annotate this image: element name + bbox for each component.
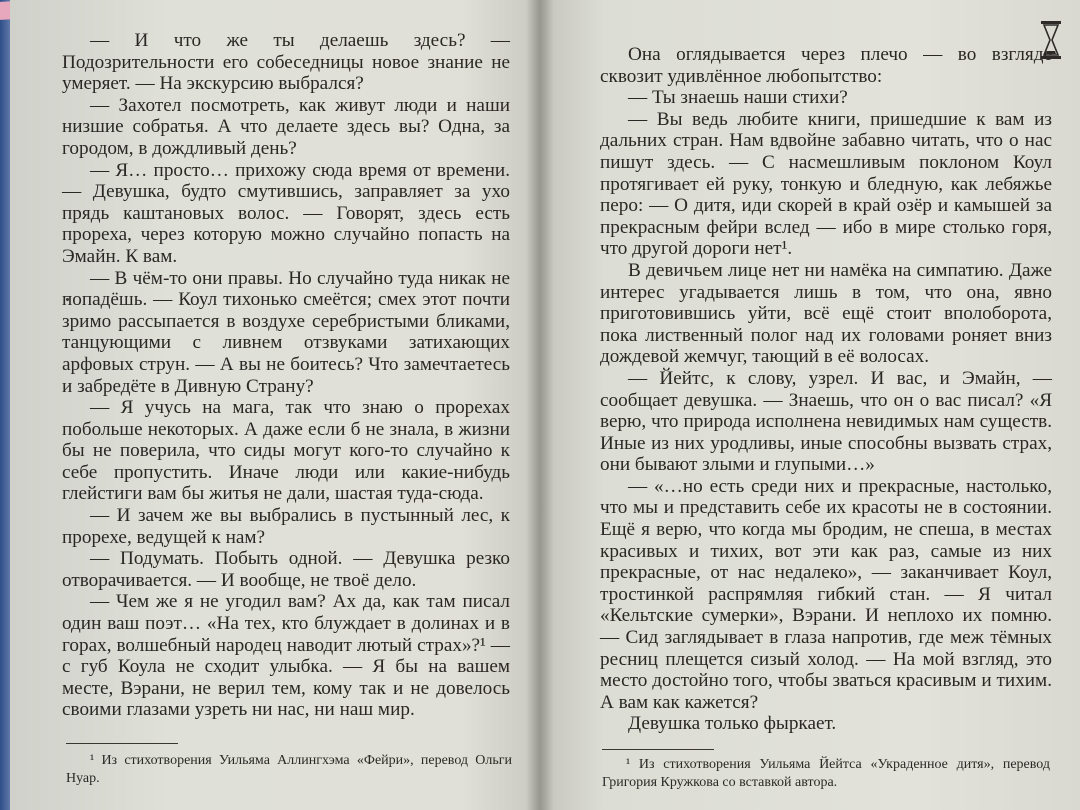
paragraph: Девушка только фыркает. bbox=[628, 713, 837, 735]
paragraph: — Подумать. Побыть одной. — Девушка резко отворачивается. — И вообще, не твоё дело. bbox=[62, 548, 510, 591]
left-footnote bbox=[66, 752, 512, 788]
footnote-text: ¹ Из стихотворения Уильяма Йейтса «Украденное дитя», перевод Григория Кружкова со вставкой автора. bbox=[602, 757, 1050, 790]
book-gutter bbox=[526, 0, 554, 810]
left-page bbox=[10, 0, 540, 810]
paragraph: — Я учусь на мага, так что знаю о прорехах побольше некоторых. А даже если б не знала, в жизни бы не поверила, что сиды могут кого-то случайно к себе пропустить. Иначе люди или какие-нибудь глейстиги вам бы житья не дали, шастая туда-сюда. bbox=[62, 397, 510, 505]
paragraph: — И что же ты делаешь здесь? — Подозрительности его собеседницы новое знание не умеряет. — На экскурсию выбрался? bbox=[62, 30, 510, 95]
paragraph: — Захотел посмотреть, как живут люди и наши низшие собратья. А что делаете здесь вы? Одна, за городом, в дождливый день? bbox=[62, 94, 510, 159]
footnote-rule bbox=[602, 749, 714, 750]
footnote-rule bbox=[66, 743, 178, 744]
right-footnote bbox=[602, 756, 1050, 792]
paragraph: — В чём-то они правы. Но случайно туда никак не попадёшь. — Коул тихонько смеётся; смех этот почти зримо рассыпается в воздухе серебристыми бликами, танцующими с ливнем отзвуками затихающих арфовых струн. — А вы не боитесь? Что замечтаетесь и забредёте в Дивную Страну? bbox=[62, 267, 510, 397]
paragraph: — Ты знаешь наши стихи? bbox=[628, 87, 848, 109]
footnote-text: ¹ Из стихотворения Уильяма Аллингхэма «Фейри», перевод Ольги Нуар. bbox=[66, 753, 512, 786]
paragraph: — Йейтс, к слову, узрел. И вас, и Эмайн, — сообщает девушка. — Знаешь, что он о вас писал? «Я верю, что природа исполнена невидимых нам существ. Иные из них уродливы, иные способны вызвать страх, они бывают злыми и глупыми…» bbox=[600, 367, 1052, 476]
paragraph: — Чем же я не угодил вам? Ах да, как там писал один ваш поэт… «На тех, кто блуждает в долинах и в горах, волшебный народец наводит лютый страх»?¹ — с губ Коула не сходит улыбка. — Я бы на вашем месте, Вэрани, не верил тем, кому так и не довелось своими глазами узреть ни нас, ни наш мир. bbox=[62, 591, 510, 721]
paragraph: Она оглядывается через плечо — во взгляде сквозит удивлённое любопытство: bbox=[600, 44, 1052, 87]
left-page-text bbox=[62, 30, 510, 721]
paragraph: — И зачем же вы выбрались в пустынный лес, к прорехе, ведущей к нам? bbox=[62, 505, 510, 548]
right-page-text bbox=[600, 44, 1052, 735]
paragraph: — Я… просто… прихожу сюда время от времени. — Девушка, будто смутившись, заправляет за ухо прядь каштановых волос. — Говорят, здесь есть прореха, через которую можно случайно попасть на Эмайн. К вам. bbox=[62, 159, 510, 267]
paragraph: — Вы ведь любите книги, пришедшие к вам из дальних стран. Нам вдвойне забавно читать, что о нас пишут здесь. — С насмешливым поклоном Коул протягивает ей руку, тонкую и бледную, как лебяжье перо: — О дитя, иди скорей в край озёр и камышей за прекрасным фейри вслед — ибо в мире столько горя, что другой дороги нет¹. bbox=[600, 108, 1052, 260]
paragraph: В девичьем лице нет ни намёка на симпатию. Даже интерес угадывается лишь в том, что она, явно приготовившись уйти, всё ещё стоит вполоборота, пока лиственный полог над их головами роняет вниз дождевой жемчуг, тающий в её волосах. bbox=[600, 259, 1052, 368]
right-page bbox=[540, 0, 1080, 810]
paragraph: — «…но есть среди них и прекрасные, настолько, что мы и представить себе их красоты не в состоянии. Ещё я верю, что когда мы бродим, не спеша, в местах красивых и тихих, вот эти как раз, самые из них прекрасные, от нас недалеко», — заканчивает Коул, тростинкой распрямляя гибкий стан. — Я читал «Кельтские сумерки», Вэрани. И неплохо их помню. — Сид заглядывает в глаза напротив, где меж тёмных ресниц плещется сизый холод. — На мой взгляд, это место достойно того, чтобы зваться красивым и тихим. А вам как кажется? bbox=[600, 475, 1052, 713]
